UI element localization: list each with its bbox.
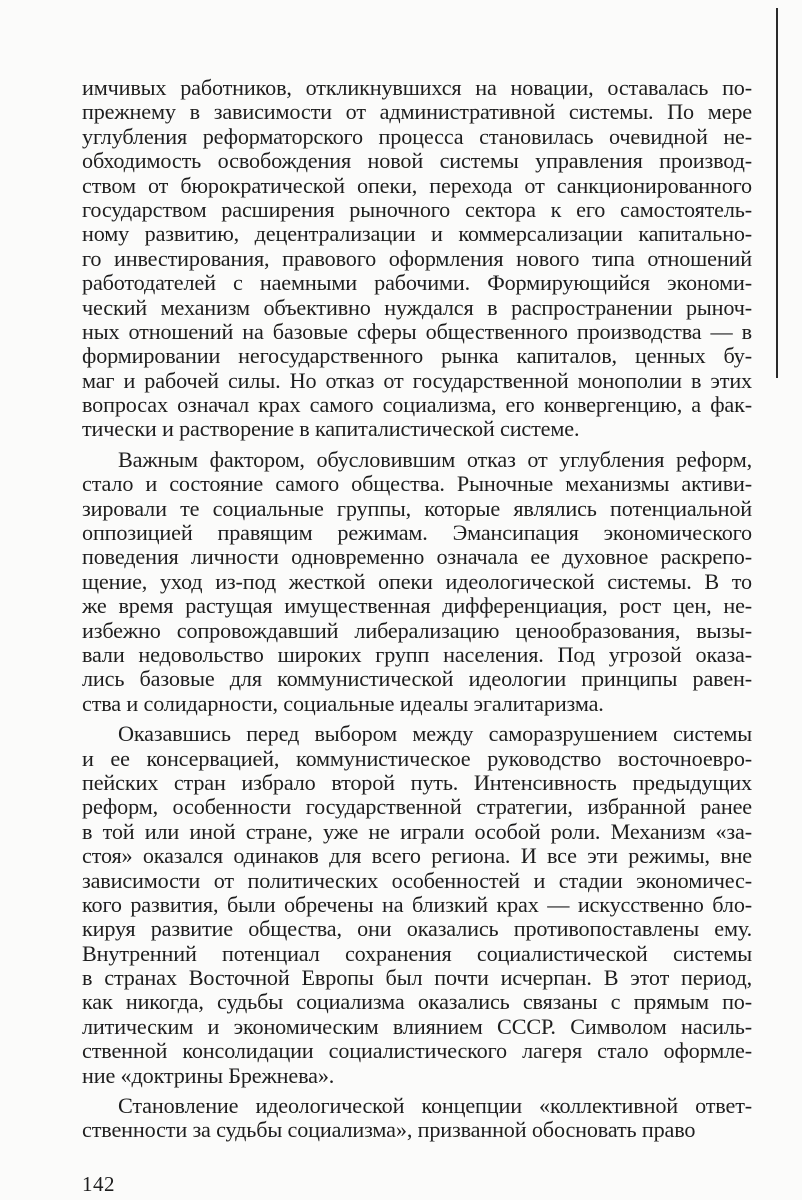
text-line: реформ, особенности государственной стратегии, избранной ранее: [82, 794, 752, 820]
text-line: оппозицией правящим режимам. Эмансипация экономического: [82, 520, 752, 546]
text-line: литическим и экономическим влиянием СССР. Символом насиль-: [82, 1013, 752, 1039]
text-line: щение, уход из-под жесткой опеки идеологической системы. В то: [82, 568, 752, 594]
text-line: ных отношений на базовые сферы общественного производства — в: [82, 318, 752, 344]
paragraph: [82, 722, 752, 1088]
text-line: ственной консолидации социалистического лагеря стало оформле-: [82, 1038, 752, 1064]
paragraph: [82, 448, 752, 716]
text-line: тически и растворение в капиталистической системе.: [82, 416, 580, 442]
text-line: Оказавшись перед выбором между саморазрушением системы: [118, 721, 752, 747]
text-line: же время растущая имущественная дифференциация, рост цен, не-: [82, 593, 752, 619]
text-line: формировании негосударственного рынка капиталов, ценных бу-: [82, 343, 752, 369]
text-line: в странах Восточной Европы был почти исчерпан. В этот период,: [82, 965, 752, 991]
paragraph: [82, 76, 752, 442]
text-line: как никогда, судьбы социализма оказались связаны с прямым по-: [82, 989, 752, 1015]
text-line: имчивых работников, откликнувшихся на новации, оставалась по-: [82, 75, 752, 100]
text-line: и ее консервацией, коммунистическое руководство восточноевро-: [82, 745, 752, 771]
text-line: углубления реформаторского процесса становилась очевидной не-: [82, 123, 752, 149]
text-line: ному развитию, децентрализации и коммерсализации капитально-: [82, 221, 752, 247]
text-line: ние «доктрины Брежнева».: [82, 1062, 335, 1088]
text-line: ства и солидарности, социальные идеалы эгалитаризма.: [82, 690, 604, 716]
text-line: кого развития, были обречены на близкий крах — искусственно бло-: [82, 891, 752, 917]
paragraph: [82, 1094, 752, 1143]
page-edge-line: [776, 8, 778, 378]
body-text: [82, 76, 752, 1143]
text-line: кируя развитие общества, они оказались противопоставлены ему.: [82, 916, 752, 942]
text-line: Становление идеологической концепции «коллективной ответ-: [118, 1093, 752, 1119]
text-line: зависимости от политических особенностей и стадии экономичес-: [82, 867, 752, 893]
text-line: ством от бюрократической опеки, перехода от санкционированного: [82, 172, 752, 198]
text-line: стало и состояние самого общества. Рыночные механизмы активи-: [82, 471, 752, 497]
text-line: лись базовые для коммунистической идеологии принципы равен-: [82, 666, 752, 692]
text-line: стоя» оказался одинаков для всего региона. И все эти режимы, вне: [82, 843, 752, 869]
text-line: государством расширения рыночного сектора к его самостоятель-: [82, 196, 752, 222]
text-line: вопросах означал крах самого социализма, его конвергенцию, а фак-: [82, 392, 752, 418]
text-line: работодателей с наемными рабочими. Формирующийся экономи-: [82, 270, 752, 296]
text-line: Внутренний потенциал сохранения социалистической системы: [82, 940, 752, 966]
text-line: маг и рабочей силы. Но отказ от государственной монополии в этих: [82, 367, 752, 393]
text-line: го инвестирования, правового оформления нового типа отношений: [82, 245, 752, 271]
text-line: обходимость освобождения новой системы управления производ-: [82, 148, 752, 174]
text-line: Важным фактором, обусловившим отказ от углубления реформ,: [118, 446, 752, 472]
text-line: вали недовольство широких групп населения. Под угрозой оказа-: [82, 641, 752, 667]
text-line: пейских стран избрало второй путь. Интенсивность предыдущих: [82, 769, 752, 795]
text-line: ственности за судьбы социализма», призванной обосновать право: [82, 1117, 696, 1143]
text-line: прежнему в зависимости от административной системы. По мере: [82, 99, 752, 125]
page-number: 142: [82, 1172, 115, 1196]
text-line: зировали те социальные группы, которые являлись потенциальной: [82, 495, 752, 521]
text-line: поведения личности одновременно означала ее духовное раскрепо-: [82, 544, 752, 570]
text-line: в той или иной стране, уже не играли особой роли. Механизм «за-: [82, 818, 752, 844]
text-line: ческий механизм объективно нуждался в распространении рыноч-: [82, 294, 752, 320]
text-line: избежно сопровождавший либерализацию ценообразования, вызы-: [82, 617, 752, 643]
